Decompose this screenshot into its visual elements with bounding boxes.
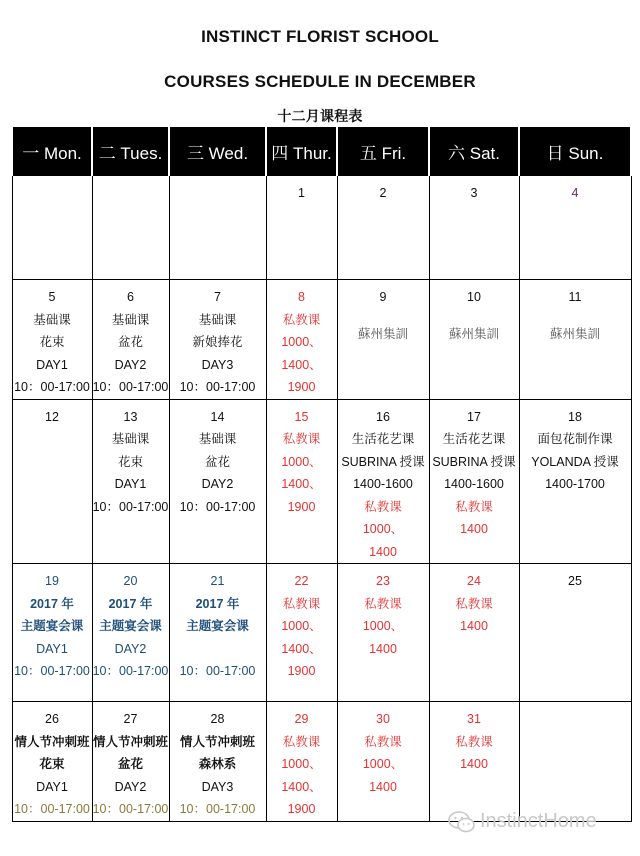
weekday-header: 三 Wed. — [169, 127, 266, 176]
date-number: 3 — [470, 186, 478, 200]
course-line — [170, 638, 266, 661]
course-line: 私教课 — [282, 312, 321, 327]
course-line: 主题宴会课 — [186, 619, 249, 633]
weekday-header: 一 Mon. — [12, 127, 92, 176]
course-line: 1400 — [369, 641, 397, 656]
course-line: 私教课 — [364, 499, 402, 514]
course-line: DAY3 — [201, 779, 234, 794]
course-line: 1400 — [369, 779, 397, 794]
course-line: 蘇州集訓 — [448, 326, 499, 341]
course-line: 1400、 — [281, 779, 322, 794]
day-cell — [519, 176, 631, 280]
date-number: 18 — [568, 409, 582, 424]
day-cell — [337, 702, 429, 822]
date-number: 22 — [294, 574, 309, 588]
day-cell — [92, 176, 169, 280]
day-cell — [429, 176, 519, 280]
course-line: 情人节冲刺班 — [179, 734, 255, 749]
course-line: 1400 — [460, 619, 488, 633]
day-cell — [12, 176, 92, 280]
date-number: 13 — [123, 409, 138, 424]
day-cell — [429, 702, 519, 822]
course-line: 1900 — [287, 499, 316, 514]
course-line: DAY1 — [36, 357, 68, 372]
date-number: 12 — [45, 409, 59, 424]
course-line: 10：00-17:00 — [14, 664, 90, 678]
course-line: 主题宴会课 — [20, 619, 84, 633]
course-line: 1400、 — [281, 477, 322, 491]
course-line: 10：00-17:00 — [14, 802, 90, 816]
course-line: 10：00-17:00 — [179, 380, 256, 394]
day-cell — [169, 564, 266, 702]
date-number: 15 — [294, 409, 309, 424]
course-line: 私教课 — [455, 596, 493, 611]
date-number: 7 — [214, 290, 221, 304]
week-row — [12, 280, 631, 400]
day-cell — [266, 564, 337, 702]
date-number: 2 — [379, 186, 387, 200]
course-line: 盆花 — [117, 757, 143, 771]
date-number: 4 — [571, 186, 579, 200]
course-line: 花束 — [117, 454, 143, 469]
course-line: 情人节冲刺班 — [92, 734, 168, 749]
weekday-header: 五 Fri. — [337, 127, 429, 176]
course-line: 1000、 — [362, 522, 404, 536]
day-cell — [429, 564, 519, 702]
day-cell — [337, 280, 429, 400]
day-cell — [337, 564, 429, 702]
weekday-header: 四 Thur. — [266, 127, 337, 176]
date-number: 28 — [210, 712, 225, 726]
course-line: 1400、 — [281, 641, 322, 656]
date-number: 9 — [379, 290, 387, 304]
course-line: 私教课 — [455, 734, 493, 749]
date-number: 26 — [45, 712, 59, 726]
course-line: 基础课 — [33, 312, 71, 327]
course-line: 10：00-17:00 — [92, 802, 169, 816]
course-line: 1400-1600 — [444, 477, 504, 491]
date-number: 31 — [467, 712, 481, 726]
course-line: SUBRINA 授课 — [341, 454, 425, 469]
day-cell — [337, 176, 429, 280]
course-line: 10：00-17:00 — [92, 380, 169, 394]
course-line: 私教课 — [364, 596, 402, 611]
wechat-icon — [448, 811, 476, 833]
course-line: 新娘捧花 — [192, 335, 243, 349]
day-cell — [92, 702, 169, 822]
day-cell — [266, 280, 337, 400]
day-cell — [266, 702, 337, 822]
date-number: 8 — [298, 290, 305, 304]
course-line: 1400、 — [281, 357, 322, 372]
course-line: 盆花 — [117, 335, 143, 349]
course-line: DAY1 — [36, 779, 68, 794]
date-number: 25 — [568, 574, 582, 588]
course-line: 生活花艺课 — [442, 432, 506, 446]
course-line: 基础课 — [111, 312, 150, 327]
course-line: DAY1 — [114, 477, 147, 491]
course-line: 10：00-17:00 — [179, 499, 256, 514]
day-cell — [429, 280, 519, 400]
course-line: 私教课 — [282, 734, 321, 749]
course-line: 10：00-17:00 — [179, 802, 256, 816]
weekday-header-row — [12, 127, 631, 176]
week-row — [12, 399, 631, 564]
course-line: 1400-1700 — [545, 477, 605, 491]
course-line: 1000、 — [362, 757, 404, 771]
week-row — [12, 702, 631, 822]
course-line: 1900 — [287, 802, 316, 816]
course-line: 蘇州集訓 — [549, 326, 600, 341]
day-cell — [92, 399, 169, 564]
date-number: 17 — [467, 409, 481, 424]
course-line: 情人节冲刺班 — [14, 734, 90, 749]
day-cell — [12, 702, 92, 822]
watermark — [448, 810, 597, 833]
course-line: 面包花制作课 — [537, 432, 613, 446]
date-number: 1 — [298, 186, 305, 200]
date-number: 10 — [467, 290, 481, 304]
course-line: 10：00-17:00 — [92, 664, 169, 678]
day-cell — [519, 399, 631, 564]
date-number: 20 — [123, 574, 138, 588]
schedule-subtitle: COURSES SCHEDULE IN DECEMBER — [164, 72, 476, 91]
date-number: 30 — [376, 712, 390, 726]
course-line: 10：00-17:00 — [92, 499, 169, 514]
course-line: 1900 — [287, 380, 316, 394]
course-line: 2017 年 — [108, 596, 153, 611]
chinese-title: 十二月课程表 — [277, 108, 363, 124]
calendar-table — [11, 127, 632, 822]
day-cell — [519, 280, 631, 400]
day-cell — [12, 280, 92, 400]
course-line: 盆花 — [204, 454, 230, 469]
course-line: 1000、 — [281, 619, 322, 633]
day-cell — [92, 280, 169, 400]
course-line: DAY2 — [114, 357, 147, 372]
course-line: SUBRINA 授课 — [432, 454, 516, 469]
day-cell — [169, 399, 266, 564]
day-cell — [337, 399, 429, 564]
date-number: 19 — [45, 574, 59, 588]
course-line: 基础课 — [111, 432, 150, 446]
weekday-header: 日 Sun. — [519, 127, 631, 176]
date-number: 24 — [467, 574, 481, 588]
course-line: 花束 — [39, 757, 65, 771]
course-line: 私教课 — [455, 499, 493, 514]
day-cell — [12, 399, 92, 564]
course-line: DAY3 — [201, 357, 234, 372]
day-cell — [12, 564, 92, 702]
day-cell — [92, 564, 169, 702]
date-number: 6 — [127, 290, 134, 304]
date-number: 27 — [123, 712, 138, 726]
course-line: 蘇州集訓 — [357, 326, 408, 341]
week-row — [12, 564, 631, 702]
day-cell — [429, 399, 519, 564]
course-line: 10：00-17:00 — [179, 664, 256, 678]
course-line: 1000、 — [281, 454, 322, 469]
date-number: 14 — [210, 409, 225, 424]
course-line: 2017 年 — [30, 596, 74, 611]
date-number: 16 — [376, 409, 390, 424]
date-number: 23 — [376, 574, 390, 588]
course-line: DAY2 — [114, 779, 147, 794]
date-number: 29 — [294, 712, 309, 726]
day-cell — [266, 176, 337, 280]
course-line: 2017 年 — [195, 596, 240, 611]
course-line: 基础课 — [198, 432, 237, 446]
course-line: 私教课 — [282, 432, 321, 446]
day-cell — [266, 399, 337, 564]
course-line: 主题宴会课 — [99, 619, 162, 633]
course-line: 10：00-17:00 — [14, 380, 90, 394]
course-line: 1000、 — [362, 619, 404, 633]
course-line: DAY2 — [114, 641, 147, 656]
course-line: 1400 — [460, 757, 488, 771]
course-line: 基础课 — [198, 312, 237, 327]
course-line: 1400-1600 — [353, 477, 413, 491]
day-cell — [169, 280, 266, 400]
course-line: 1400 — [460, 522, 488, 536]
date-number: 11 — [568, 290, 582, 304]
course-line: 1000、 — [281, 335, 322, 349]
weekday-header: 二 Tues. — [92, 127, 169, 176]
course-line: DAY2 — [201, 477, 234, 491]
course-line: 私教课 — [364, 734, 402, 749]
date-number: 21 — [210, 574, 225, 588]
course-line: YOLANDA 授课 — [531, 454, 619, 469]
course-line: 1000、 — [281, 757, 322, 771]
course-line: 1400 — [369, 544, 397, 559]
day-cell — [169, 176, 266, 280]
school-title: INSTINCT FLORIST SCHOOL — [201, 27, 439, 46]
course-line: 花束 — [39, 335, 65, 349]
day-cell — [519, 702, 631, 822]
day-cell — [169, 702, 266, 822]
weekday-header: 六 Sat. — [429, 127, 519, 176]
course-line: 1900 — [287, 664, 316, 678]
course-line: 森林系 — [198, 757, 237, 771]
course-line: 私教课 — [282, 596, 321, 611]
week-row — [12, 176, 631, 280]
date-number: 5 — [48, 290, 56, 304]
course-line: DAY1 — [36, 641, 68, 656]
course-line: 生活花艺课 — [351, 432, 415, 446]
watermark-text: InstinctHome — [480, 810, 597, 832]
day-cell — [519, 564, 631, 702]
